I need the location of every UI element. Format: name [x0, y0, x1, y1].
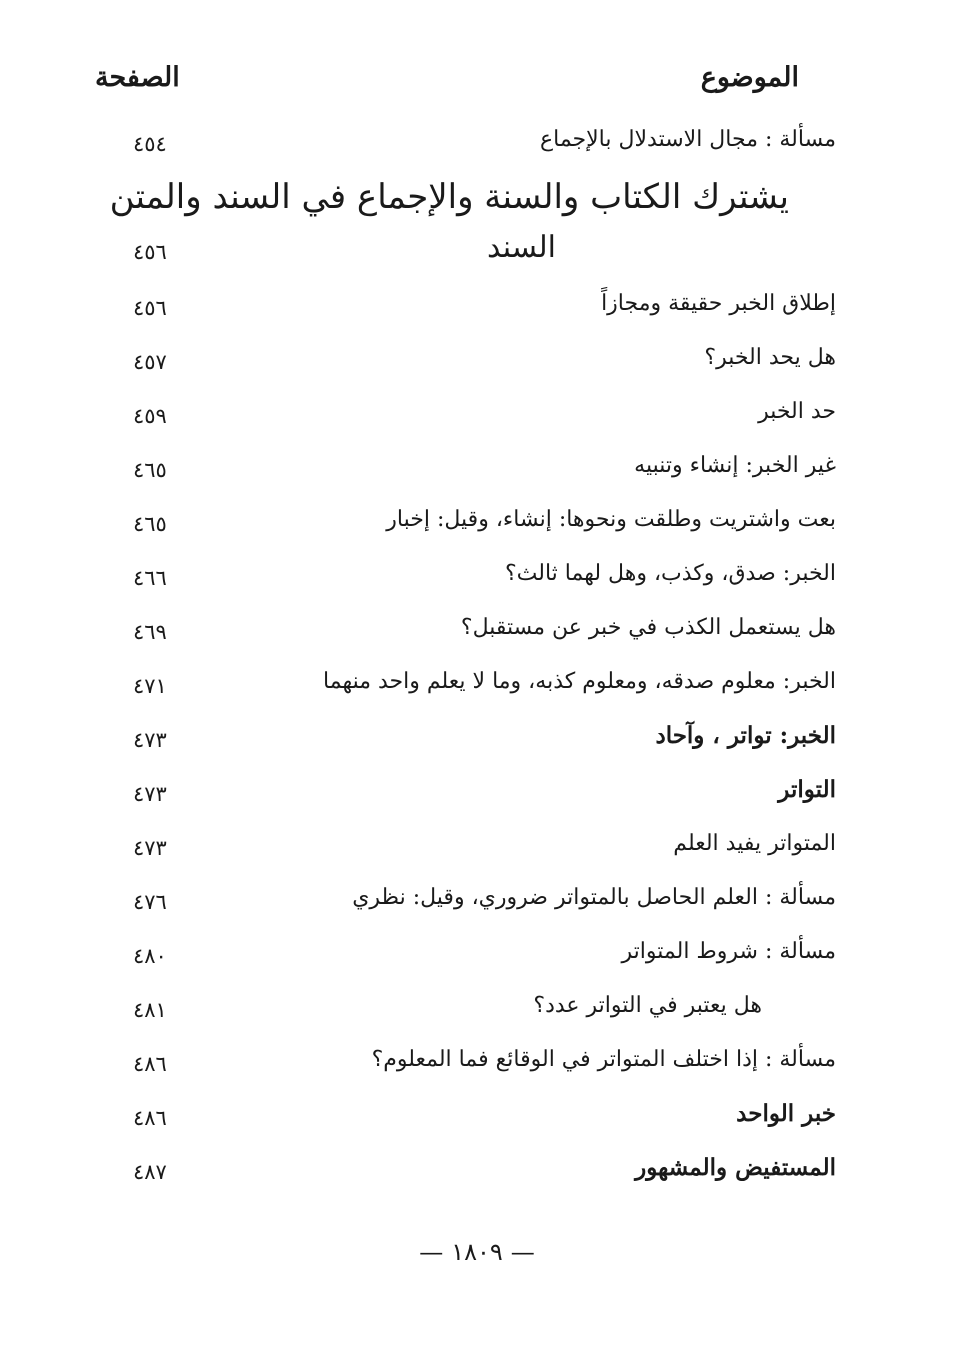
toc-entry-page: ٤٥٤	[133, 132, 167, 156]
toc-entry-title: الخبر: صدق، وكذب، وهل لهما ثالث؟	[505, 561, 836, 586]
toc-entry	[0, 824, 954, 864]
toc-entry-page: ٤٨٦	[133, 1052, 167, 1076]
toc-entry-title: المتواتر يفيد العلم	[673, 831, 836, 856]
toc-entry-page: ٤٧٣	[133, 728, 167, 752]
toc-entry-title: مسألة : مجال الاستدلال بالإجماع	[539, 127, 836, 152]
toc-entry-title: هل يحد الخبر؟	[704, 345, 836, 370]
toc-entry	[0, 878, 954, 918]
toc-entry	[0, 1040, 954, 1080]
toc-entry	[0, 716, 954, 756]
toc-entry-page: ٤٦٦	[133, 566, 167, 590]
toc-entry-title: مسألة : إذا اختلف المتواتر في الوقائع فما المعلوم؟	[371, 1047, 836, 1072]
toc-entry-page: ٤٥٧	[133, 350, 167, 374]
topic-column-header: الموضوع	[700, 62, 799, 93]
toc-entry-title: هل يستعمل الكذب في خبر عن مستقبل؟	[460, 615, 836, 640]
toc-entry-page: ٤٥٩	[133, 404, 167, 428]
toc-entry-title: إطلاق الخبر حقيقة ومجازاً	[601, 291, 836, 316]
toc-entry-title: خبر الواحد	[736, 1100, 836, 1127]
toc-entry-page: ٤٦٩	[133, 620, 167, 644]
page-number: ١٨٠٩	[451, 1238, 503, 1266]
toc-entry-title: المستفيض والمشهور	[635, 1154, 836, 1181]
page-footer	[0, 1238, 954, 1266]
toc-entry	[0, 1148, 954, 1188]
toc-entry	[0, 228, 954, 268]
toc-entry-page: ٤٦٥	[133, 512, 167, 536]
toc-entry	[0, 500, 954, 540]
toc-entry-page: ٤٦٥	[133, 458, 167, 482]
dash-right: —	[510, 1238, 535, 1266]
toc-entry	[0, 662, 954, 702]
toc-entry	[0, 284, 954, 324]
toc-entry	[0, 608, 954, 648]
toc-entry	[0, 446, 954, 486]
toc-entry-page: ٤٨٧	[133, 1160, 167, 1184]
toc-entry-title: التواتر	[778, 776, 836, 803]
toc-entry-title: حد الخبر	[758, 399, 836, 424]
toc-entry-title: الخبر: معلوم صدقه، ومعلوم كذبه، وما لا يعلم واحد منهما	[323, 669, 836, 694]
toc-entry-page: ٤٧٣	[133, 782, 167, 806]
toc-entry-page: ٤٥٦	[133, 296, 167, 320]
toc-entry-title: بعت واشتريت وطلقت ونحوها: إنشاء، وقيل: إخبار	[386, 507, 836, 532]
toc-entry	[0, 986, 954, 1026]
dash-left: —	[419, 1238, 444, 1266]
toc-entry-title: غير الخبر: إنشاء وتنبيه	[634, 453, 836, 478]
toc-entry-title: مسألة : العلم الحاصل بالمتواتر ضروري، وقيل: نظري	[352, 885, 836, 910]
toc-entry-page: ٤٥٦	[133, 240, 167, 264]
toc-entry	[0, 554, 954, 594]
toc-entry-title: مسألة : شروط المتواتر	[621, 939, 836, 964]
page-column-header: الصفحة	[95, 62, 180, 93]
toc-entry	[0, 120, 954, 160]
toc-entry-page: ٤٨٦	[133, 1106, 167, 1130]
section-heading: يشترك الكتاب والسنة والإجماع في السند والمتن	[109, 177, 789, 217]
toc-entry-page: ٤٧٦	[133, 890, 167, 914]
toc-entry-page: ٤٨٠	[133, 944, 167, 968]
toc-entry	[0, 392, 954, 432]
toc-entry-page: ٤٨١	[133, 998, 167, 1022]
toc-entry-title: هل يعتبر في التواتر عدد؟	[533, 993, 762, 1018]
toc-entry-title: السند	[486, 230, 556, 265]
toc-entry-page: ٤٧٣	[133, 836, 167, 860]
toc-entry	[0, 338, 954, 378]
toc-entry-title: الخبر: تواتر ، وآحاد	[655, 722, 836, 749]
toc-entry-page: ٤٧١	[133, 674, 167, 698]
toc-entry	[0, 770, 954, 810]
toc-entry	[0, 932, 954, 972]
toc-entry	[0, 1094, 954, 1134]
